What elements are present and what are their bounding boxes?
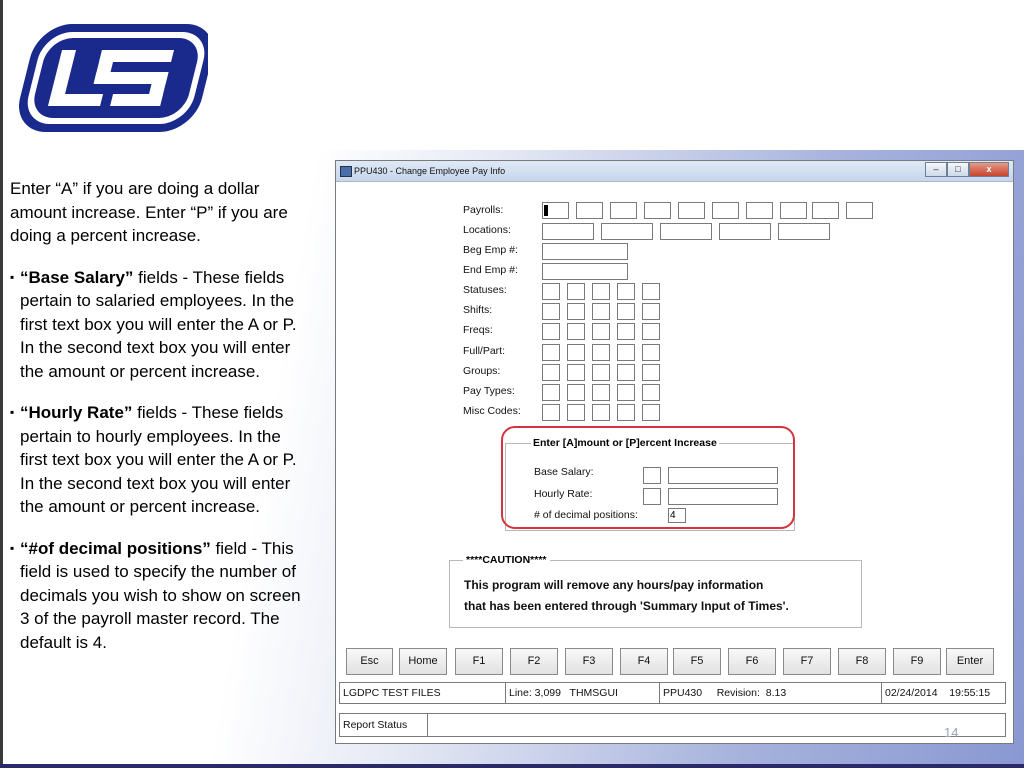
instruction-text xyxy=(10,177,310,672)
payroll-field[interactable] xyxy=(780,202,807,219)
statuses-label: Statuses: xyxy=(463,284,507,296)
shift-field[interactable] xyxy=(642,303,660,320)
bullet-term: “Base Salary” xyxy=(20,267,134,287)
caution-line: This program will remove any hours/pay information xyxy=(464,578,764,592)
full-part-field[interactable] xyxy=(642,344,660,361)
misc-code-field[interactable] xyxy=(567,404,585,421)
slide-bottom-stripe xyxy=(0,764,1024,768)
pay-type-field[interactable] xyxy=(642,384,660,401)
f6-button[interactable]: F6 xyxy=(728,648,776,675)
bullet-square-icon: ▪ xyxy=(10,269,15,284)
bullet-decimal-positions xyxy=(10,537,310,655)
maximize-icon[interactable]: □ xyxy=(947,162,969,177)
payroll-field[interactable] xyxy=(812,202,839,219)
freq-field[interactable] xyxy=(642,323,660,340)
status-line: Line: 3,099 xyxy=(509,687,561,699)
freq-field[interactable] xyxy=(567,323,585,340)
end-emp-field[interactable] xyxy=(542,263,628,280)
location-field[interactable] xyxy=(719,223,771,240)
window-titlebar[interactable] xyxy=(336,161,1013,182)
groups-label: Groups: xyxy=(463,365,501,377)
bullet-square-icon: ▪ xyxy=(10,540,15,555)
shift-field[interactable] xyxy=(542,303,560,320)
freq-field[interactable] xyxy=(617,323,635,340)
payroll-field[interactable] xyxy=(712,202,739,219)
shifts-label: Shifts: xyxy=(463,304,493,316)
bullet-term: “#of decimal positions” xyxy=(20,538,211,558)
bullet-text: field - This field is used to specify the number of decimals you wish to show on screen 3 of the payroll master record. The default is 4. xyxy=(20,538,301,652)
location-field[interactable] xyxy=(542,223,594,240)
f5-button[interactable]: F5 xyxy=(673,648,721,675)
payroll-field[interactable] xyxy=(644,202,671,219)
group-field[interactable] xyxy=(542,364,560,381)
full-part-label: Full/Part: xyxy=(463,345,506,357)
home-button[interactable]: Home xyxy=(399,648,447,675)
status-revision-label: Revision: xyxy=(716,687,760,699)
group-field[interactable] xyxy=(592,364,610,381)
pay-types-label: Pay Types: xyxy=(463,385,515,397)
bullet-square-icon: ▪ xyxy=(10,405,15,419)
status-datetime xyxy=(882,683,1005,703)
group-field[interactable] xyxy=(567,364,585,381)
full-part-field[interactable] xyxy=(567,344,585,361)
full-part-field[interactable] xyxy=(617,344,635,361)
payroll-field[interactable] xyxy=(576,202,603,219)
freqs-label: Freqs: xyxy=(463,324,493,336)
bullet-hourly-rate xyxy=(10,401,310,519)
beg-emp-label: Beg Emp #: xyxy=(463,244,518,256)
payroll-field[interactable] xyxy=(542,202,569,219)
window-title: PPU430 - Change Employee Pay Info xyxy=(354,166,506,176)
minimize-icon[interactable]: – xyxy=(925,162,947,177)
beg-emp-field[interactable] xyxy=(542,243,628,260)
caution-message xyxy=(464,575,789,617)
full-part-field[interactable] xyxy=(542,344,560,361)
status-program-name: PPU430 xyxy=(663,687,703,699)
status-field[interactable] xyxy=(542,283,560,300)
shift-field[interactable] xyxy=(592,303,610,320)
full-part-field[interactable] xyxy=(592,344,610,361)
bullet-text: fields - These fields pertain to hourly employees. In the first text box you will enter the A or P. In the second text box you will enter the amount or percent increase. xyxy=(20,403,297,516)
increase-group-title: Enter [A]mount or [P]ercent Increase xyxy=(533,437,717,449)
status-line-gui xyxy=(506,683,660,703)
shift-field[interactable] xyxy=(567,303,585,320)
shift-field[interactable] xyxy=(617,303,635,320)
freq-field[interactable] xyxy=(592,323,610,340)
location-field[interactable] xyxy=(660,223,712,240)
pay-type-field[interactable] xyxy=(567,384,585,401)
status-gui: THMSGUI xyxy=(569,687,618,699)
status-time: 19:55:15 xyxy=(949,687,991,699)
payroll-field[interactable] xyxy=(846,202,873,219)
f3-button[interactable]: F3 xyxy=(565,648,613,675)
location-field[interactable] xyxy=(601,223,653,240)
pay-type-field[interactable] xyxy=(592,384,610,401)
end-emp-label: End Emp #: xyxy=(463,264,518,276)
status-field[interactable] xyxy=(617,283,635,300)
status-field[interactable] xyxy=(567,283,585,300)
status-revision: 8.13 xyxy=(765,687,787,699)
report-status-bar xyxy=(339,713,1006,737)
group-field[interactable] xyxy=(617,364,635,381)
status-bar xyxy=(339,682,1006,704)
bullet-text: fields - These fields pertain to salaried employees. In the first text box you will enter the A or P. In the second text box you will enter the amount or percent increase. xyxy=(20,267,297,381)
f1-button[interactable]: F1 xyxy=(455,648,503,675)
misc-code-field[interactable] xyxy=(642,404,660,421)
hourly-rate-label: Hourly Rate: xyxy=(534,488,593,500)
enter-button[interactable]: Enter xyxy=(946,648,994,675)
highlight-annotation xyxy=(501,426,795,529)
location-field[interactable] xyxy=(778,223,830,240)
page-number: 14 xyxy=(944,725,959,740)
report-status-label: Report Status xyxy=(340,714,428,736)
window-controls xyxy=(925,162,1009,178)
f4-button[interactable]: F4 xyxy=(620,648,668,675)
status-field[interactable] xyxy=(592,283,610,300)
f9-button[interactable]: F9 xyxy=(893,648,941,675)
status-date: 02/24/2014 xyxy=(885,687,938,699)
close-icon[interactable]: x xyxy=(969,162,1009,177)
status-field[interactable] xyxy=(642,283,660,300)
caution-line: that has been entered through 'Summary Input of Times'. xyxy=(464,599,789,613)
decimal-positions-field[interactable]: 4 xyxy=(668,508,686,523)
bullet-base-salary xyxy=(10,266,310,384)
group-field[interactable] xyxy=(642,364,660,381)
app-icon xyxy=(340,166,352,177)
lgs-logo xyxy=(8,18,208,138)
locations-label: Locations: xyxy=(463,224,511,236)
status-program xyxy=(660,683,882,703)
esc-button[interactable]: Esc xyxy=(346,648,393,675)
base-salary-label: Base Salary: xyxy=(534,466,594,478)
misc-code-field[interactable] xyxy=(592,404,610,421)
payroll-field[interactable] xyxy=(746,202,773,219)
misc-codes-label: Misc Codes: xyxy=(463,405,521,417)
freq-field[interactable] xyxy=(542,323,560,340)
f7-button[interactable]: F7 xyxy=(783,648,831,675)
f8-button[interactable]: F8 xyxy=(838,648,886,675)
status-database: LGDPC TEST FILES xyxy=(340,683,506,703)
bullet-term: “Hourly Rate” xyxy=(20,403,133,422)
payrolls-label: Payrolls: xyxy=(463,204,504,216)
misc-code-field[interactable] xyxy=(617,404,635,421)
intro-paragraph: Enter “A” if you are doing a dollar amount increase. Enter “P” if you are doing a percent increase. xyxy=(10,179,288,245)
slide-left-edge xyxy=(0,0,3,768)
decimal-positions-label: # of decimal positions: xyxy=(534,509,638,521)
pay-type-field[interactable] xyxy=(542,384,560,401)
pay-type-field[interactable] xyxy=(617,384,635,401)
misc-code-field[interactable] xyxy=(542,404,560,421)
f2-button[interactable]: F2 xyxy=(510,648,558,675)
caution-title: ****CAUTION**** xyxy=(463,554,550,566)
payroll-field[interactable] xyxy=(678,202,705,219)
payroll-field[interactable] xyxy=(610,202,637,219)
